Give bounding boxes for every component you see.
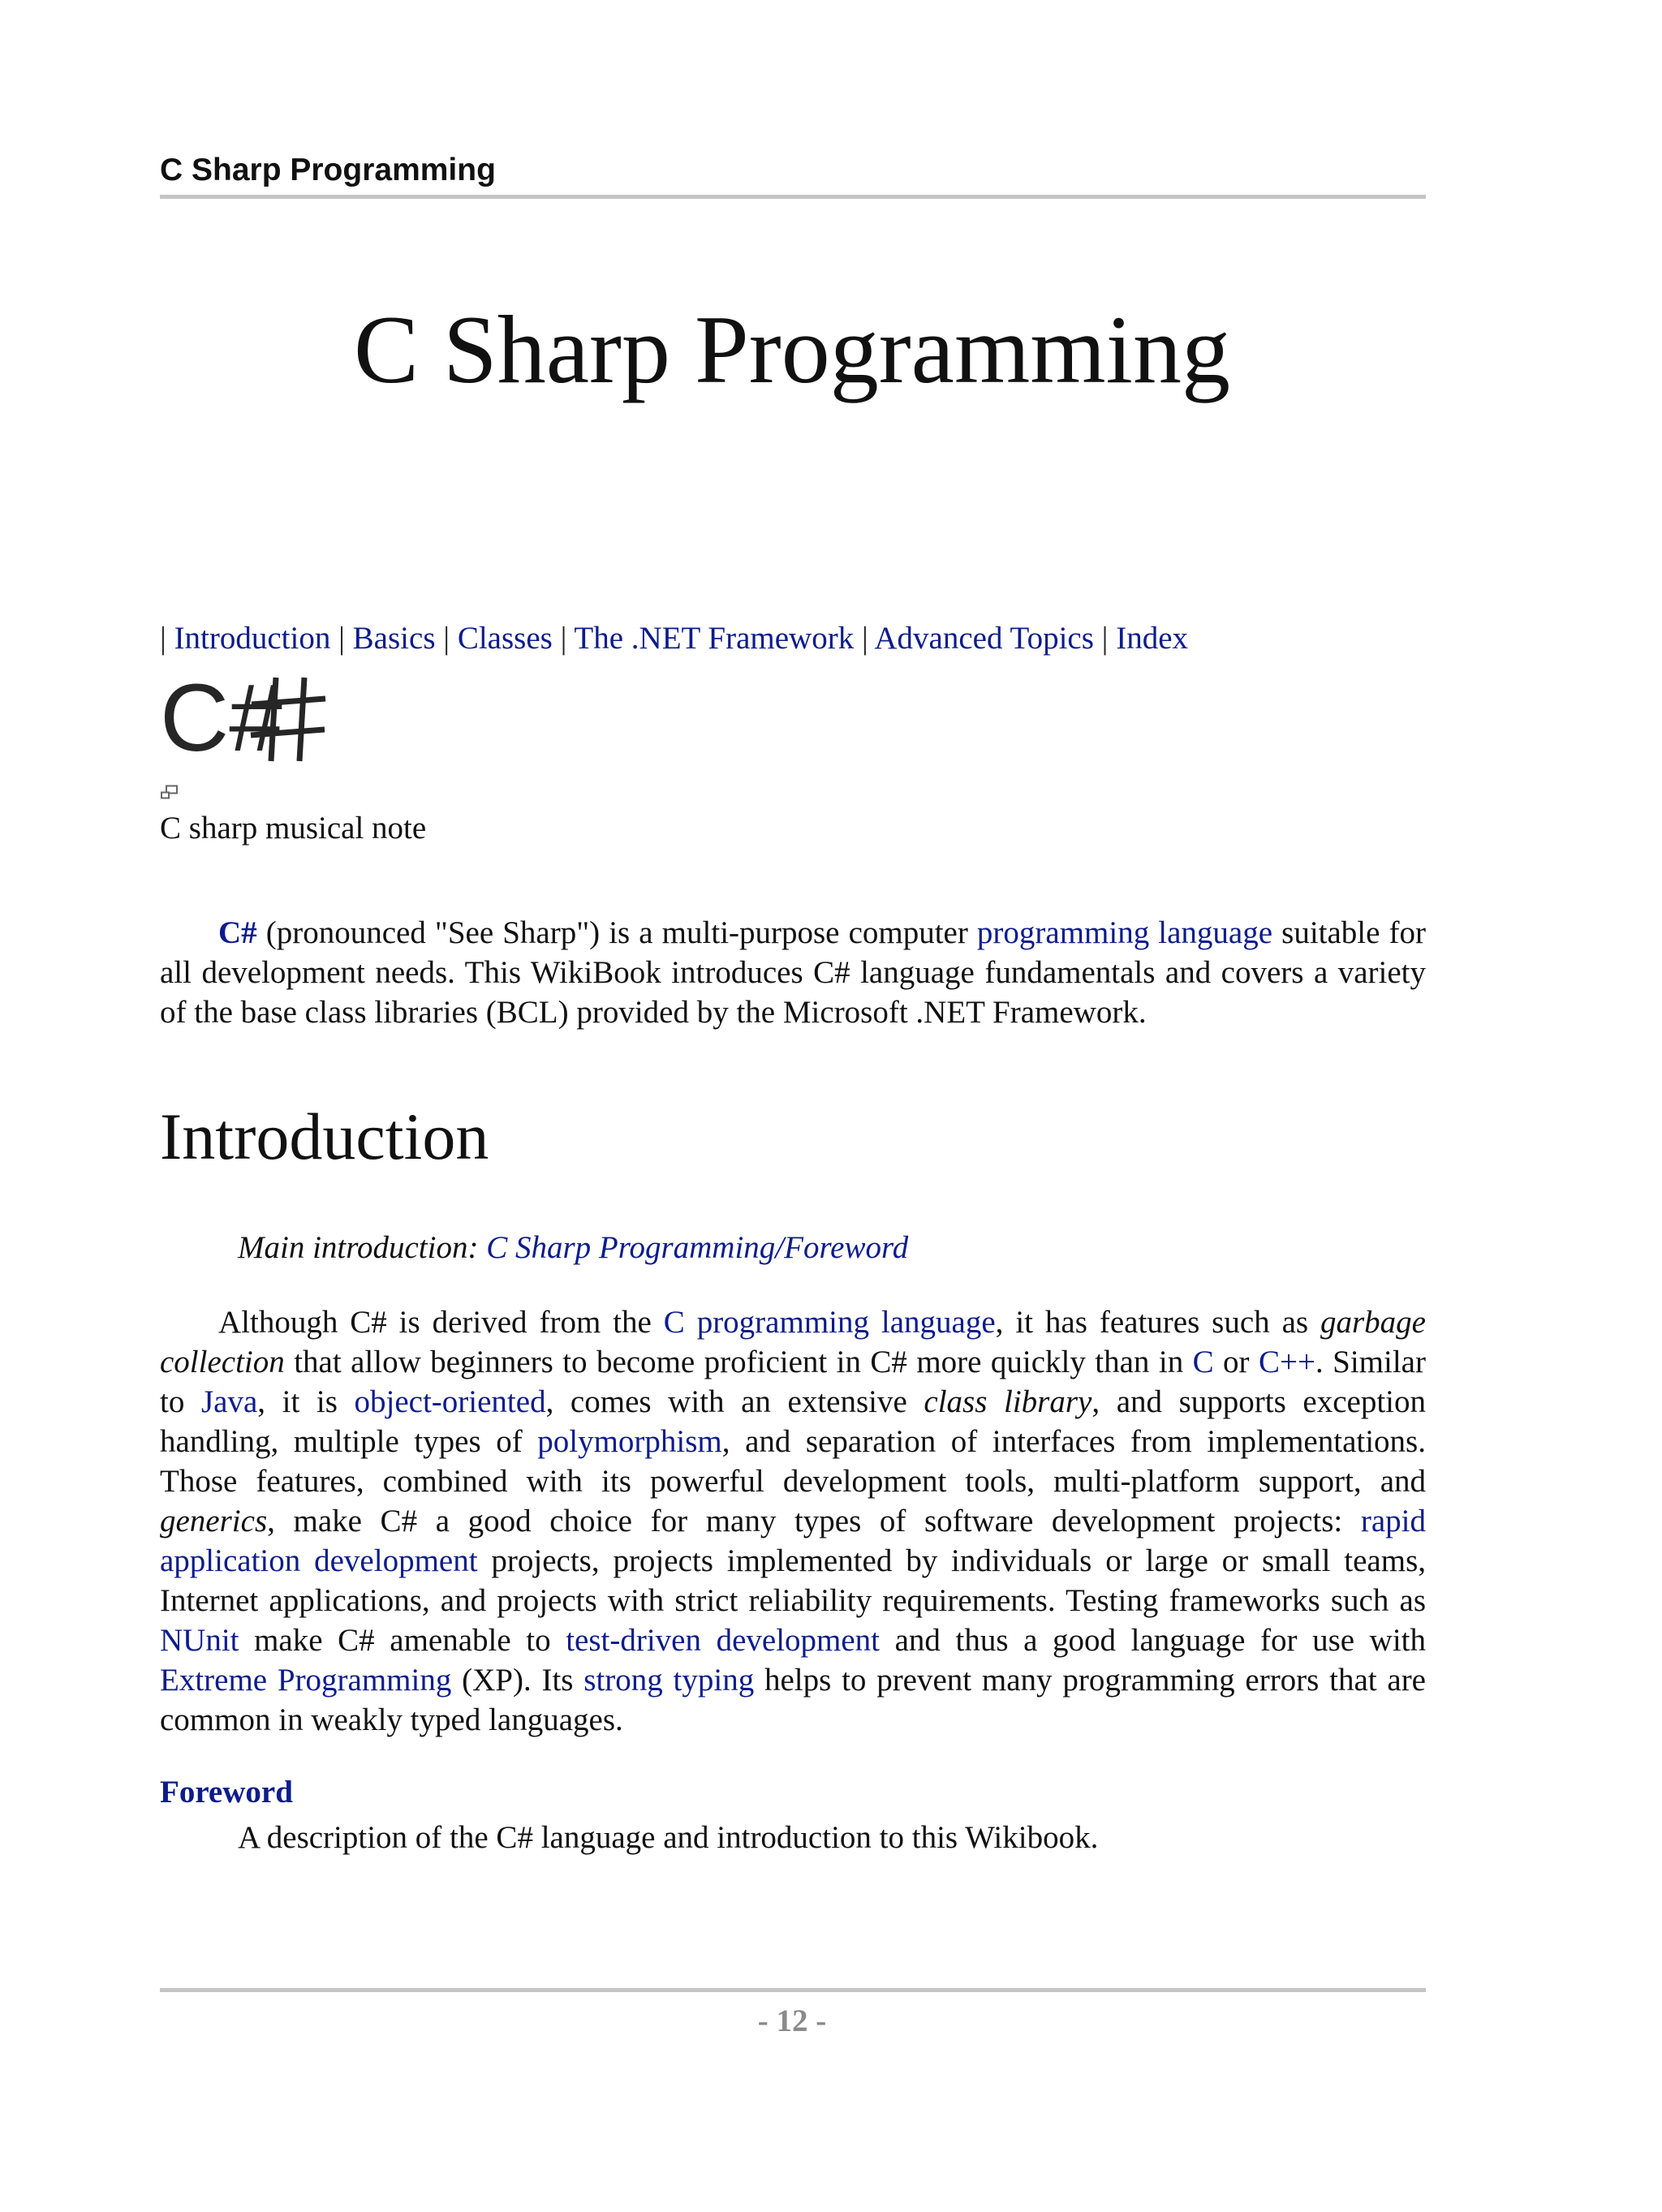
introduction-body-paragraph [160,1302,1426,1740]
body-text: . Similar to [160,1345,1426,1419]
link-rapid-application-development[interactable]: rapid application development [160,1504,1426,1578]
emphasis-class-library: class library [924,1384,1092,1419]
nav-separator: | [160,621,174,656]
body-text: , it has features such as [995,1305,1320,1340]
body-text: projects, projects implemented by individuals or large or small teams, Internet applications, and projects with strict reliability requirements. Testing frameworks such as [160,1543,1426,1618]
link-foreword-page[interactable]: C Sharp Programming/Foreword [486,1230,909,1265]
body-text: helps to prevent many programming errors that are common in weakly typed languages. [160,1663,1426,1737]
nav-link-index[interactable]: Index [1116,621,1189,656]
link-c[interactable]: C [1192,1345,1214,1379]
c-sharp-logo-icon[interactable] [160,669,330,771]
header-rule [160,195,1426,199]
link-cpp[interactable]: C++ [1258,1345,1315,1379]
body-text: Although C# is derived from the [218,1305,664,1340]
foreword-description: A description of the C# language and introduction to this Wikibook. [238,1820,1099,1855]
nav-separator: | [330,621,353,656]
logo-letter-c: C# [160,669,282,767]
nav-separator: | [854,621,875,656]
body-text: , it is [257,1384,355,1419]
link-java[interactable]: Java [200,1384,258,1419]
nav-link-classes[interactable]: Classes [457,621,553,656]
link-extreme-programming[interactable]: Extreme Programming [160,1663,452,1698]
section-heading-introduction: Introduction [160,1100,489,1173]
main-introduction-note [238,1229,908,1267]
nav-separator: | [435,621,458,656]
body-text: or [1213,1345,1259,1379]
image-caption: C sharp musical note [160,811,427,846]
emphasis-garbage-collection: garbage collection [160,1305,1426,1379]
link-polymorphism[interactable]: polymorphism [537,1424,722,1459]
page-title: C Sharp Programming [354,295,1230,403]
link-programming-language[interactable]: programming language [976,915,1273,950]
nav-link-advanced-topics[interactable]: Advanced Topics [874,621,1094,656]
nav-link-basics[interactable]: Basics [352,621,436,656]
intro-paragraph [160,913,1426,1032]
foreword-link[interactable]: Foreword [160,1775,293,1810]
body-text: make C# amenable to [239,1623,566,1658]
body-text: , comes with an extensive [545,1384,924,1419]
running-header: C Sharp Programming [160,153,496,187]
body-text: , and separation of interfaces from implementations. Those features, combined with its powerful development tools, multi-platform support, and [160,1424,1426,1499]
link-nunit[interactable]: NUnit [160,1623,239,1658]
enlarge-icon[interactable] [160,785,179,805]
nav-separator: | [1093,621,1117,656]
link-object-oriented[interactable]: object-oriented [354,1384,546,1419]
intro-text: suitable for all development needs. This WikiBook introduces C# language fundamentals and covers a variety of the base class libraries (BCL) provided by the Microsoft .NET Framework. [160,915,1426,1030]
nav-link-net-framework[interactable]: The .NET Framework [574,621,855,656]
body-text: that allow beginners to become proficient in C# more quickly than in [284,1345,1193,1379]
body-text: , make C# a good choice for many types of software development projects: [267,1504,1361,1539]
body-text: , and supports exception handling, multiple types of [160,1384,1427,1459]
csharp-lead-term: C# [218,915,257,950]
link-c-programming-language[interactable]: C programming language [663,1305,996,1340]
link-test-driven-development[interactable]: test-driven development [566,1623,881,1658]
nav-separator: | [552,621,575,656]
chapter-navigation [160,620,1188,658]
page-number: - 12 - [757,2003,827,2038]
nav-link-introduction[interactable]: Introduction [174,621,331,656]
link-strong-typing[interactable]: strong typing [583,1663,755,1698]
footer-rule [160,1988,1426,1992]
body-text: and thus a good language for use with [880,1623,1426,1658]
main-intro-label: Main introduction: [238,1230,487,1265]
body-text: (XP). Its [451,1663,584,1698]
intro-text: (pronounced "See Sharp") is a multi-purpose computer [256,915,977,950]
emphasis-generics: generics [160,1504,268,1539]
